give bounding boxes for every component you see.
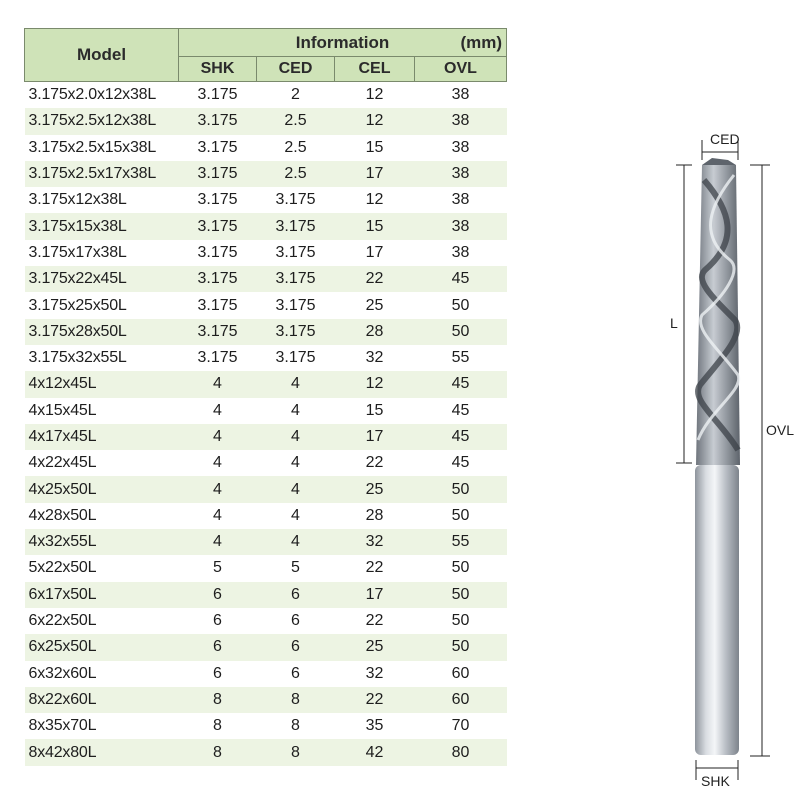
cell-cel: 17 bbox=[335, 240, 415, 266]
cell-cel: 22 bbox=[335, 608, 415, 634]
cell-ced: 3.175 bbox=[257, 345, 335, 371]
cell-shk: 4 bbox=[179, 371, 257, 397]
cell-ovl: 60 bbox=[415, 687, 507, 713]
cell-ced: 4 bbox=[257, 450, 335, 476]
cell-shk: 3.175 bbox=[179, 266, 257, 292]
cell-shk: 3.175 bbox=[179, 292, 257, 318]
cell-ced: 3.175 bbox=[257, 292, 335, 318]
cell-shk: 3.175 bbox=[179, 213, 257, 239]
cell-shk: 4 bbox=[179, 529, 257, 555]
table-row bbox=[25, 555, 507, 581]
cell-ced: 2.5 bbox=[257, 135, 335, 161]
cell-shk: 3.175 bbox=[179, 187, 257, 213]
cell-cel: 22 bbox=[335, 555, 415, 581]
cell-ovl: 38 bbox=[415, 161, 507, 187]
cell-model: 4x25x50L bbox=[25, 476, 179, 502]
cell-cel: 15 bbox=[335, 135, 415, 161]
table-row bbox=[25, 503, 507, 529]
cell-model: 3.175x12x38L bbox=[25, 187, 179, 213]
cell-cel: 35 bbox=[335, 713, 415, 739]
header-information bbox=[179, 29, 507, 57]
cell-cel: 22 bbox=[335, 266, 415, 292]
cell-shk: 8 bbox=[179, 739, 257, 765]
table-row bbox=[25, 319, 507, 345]
cell-shk: 4 bbox=[179, 503, 257, 529]
cell-ced: 6 bbox=[257, 634, 335, 660]
cell-cel: 25 bbox=[335, 476, 415, 502]
cell-ced: 4 bbox=[257, 476, 335, 502]
cell-shk: 4 bbox=[179, 424, 257, 450]
cell-ovl: 55 bbox=[415, 529, 507, 555]
cell-model: 6x22x50L bbox=[25, 608, 179, 634]
cell-ced: 3.175 bbox=[257, 266, 335, 292]
cell-ovl: 38 bbox=[415, 82, 507, 109]
cell-shk: 4 bbox=[179, 398, 257, 424]
cell-ovl: 50 bbox=[415, 476, 507, 502]
cell-ced: 4 bbox=[257, 529, 335, 555]
cell-shk: 8 bbox=[179, 713, 257, 739]
cell-ovl: 60 bbox=[415, 661, 507, 687]
table-row bbox=[25, 608, 507, 634]
table-row bbox=[25, 529, 507, 555]
cell-cel: 15 bbox=[335, 213, 415, 239]
cell-model: 4x12x45L bbox=[25, 371, 179, 397]
table-row bbox=[25, 161, 507, 187]
table-row bbox=[25, 661, 507, 687]
cell-ced: 2 bbox=[257, 82, 335, 109]
cell-ovl: 50 bbox=[415, 319, 507, 345]
cell-shk: 4 bbox=[179, 450, 257, 476]
cell-model: 3.175x15x38L bbox=[25, 213, 179, 239]
cell-shk: 6 bbox=[179, 634, 257, 660]
cell-shk: 4 bbox=[179, 476, 257, 502]
spec-table bbox=[24, 28, 507, 766]
table-row bbox=[25, 398, 507, 424]
cell-model: 3.175x2.0x12x38L bbox=[25, 82, 179, 109]
table-row bbox=[25, 634, 507, 660]
cell-ced: 3.175 bbox=[257, 213, 335, 239]
cell-ovl: 50 bbox=[415, 608, 507, 634]
cell-cel: 17 bbox=[335, 424, 415, 450]
cell-shk: 3.175 bbox=[179, 108, 257, 134]
table-row bbox=[25, 135, 507, 161]
table-row bbox=[25, 713, 507, 739]
table-row bbox=[25, 424, 507, 450]
cell-ovl: 38 bbox=[415, 108, 507, 134]
table-row bbox=[25, 450, 507, 476]
cell-ced: 8 bbox=[257, 687, 335, 713]
cell-ovl: 38 bbox=[415, 240, 507, 266]
cell-cel: 12 bbox=[335, 82, 415, 109]
table-row bbox=[25, 476, 507, 502]
cell-model: 3.175x2.5x17x38L bbox=[25, 161, 179, 187]
cell-shk: 3.175 bbox=[179, 319, 257, 345]
cell-ovl: 45 bbox=[415, 450, 507, 476]
table-row bbox=[25, 292, 507, 318]
table-row bbox=[25, 687, 507, 713]
l-dimension-label: L bbox=[670, 315, 678, 331]
cell-model: 3.175x2.5x12x38L bbox=[25, 108, 179, 134]
ced-dimension-label: CED bbox=[710, 131, 740, 147]
shank-shape bbox=[695, 465, 739, 755]
cell-shk: 3.175 bbox=[179, 135, 257, 161]
cell-shk: 6 bbox=[179, 608, 257, 634]
cell-ovl: 80 bbox=[415, 739, 507, 765]
header-ced: CED bbox=[257, 56, 335, 81]
table-row bbox=[25, 187, 507, 213]
cell-cel: 25 bbox=[335, 634, 415, 660]
cell-shk: 3.175 bbox=[179, 82, 257, 109]
cell-shk: 5 bbox=[179, 555, 257, 581]
table-row bbox=[25, 582, 507, 608]
cell-cel: 32 bbox=[335, 529, 415, 555]
cell-ced: 3.175 bbox=[257, 240, 335, 266]
cell-model: 3.175x28x50L bbox=[25, 319, 179, 345]
cell-model: 4x15x45L bbox=[25, 398, 179, 424]
cell-cel: 28 bbox=[335, 319, 415, 345]
header-shk: SHK bbox=[179, 56, 257, 81]
cell-model: 4x28x50L bbox=[25, 503, 179, 529]
cell-ovl: 45 bbox=[415, 424, 507, 450]
cell-cel: 32 bbox=[335, 345, 415, 371]
shk-dimension-label: SHK bbox=[701, 773, 730, 789]
cell-cel: 17 bbox=[335, 582, 415, 608]
cell-cel: 28 bbox=[335, 503, 415, 529]
table-row bbox=[25, 371, 507, 397]
table-row bbox=[25, 739, 507, 765]
cell-model: 3.175x32x55L bbox=[25, 345, 179, 371]
cell-model: 6x25x50L bbox=[25, 634, 179, 660]
cell-ced: 2.5 bbox=[257, 108, 335, 134]
header-model: Model bbox=[25, 29, 179, 82]
cell-shk: 6 bbox=[179, 582, 257, 608]
cell-model: 4x17x45L bbox=[25, 424, 179, 450]
header-information-title: Information bbox=[295, 33, 390, 52]
cell-model: 6x17x50L bbox=[25, 582, 179, 608]
cell-model: 3.175x25x50L bbox=[25, 292, 179, 318]
cell-cel: 25 bbox=[335, 292, 415, 318]
cell-ovl: 50 bbox=[415, 634, 507, 660]
cell-ced: 5 bbox=[257, 555, 335, 581]
cell-ovl: 45 bbox=[415, 371, 507, 397]
cell-ced: 6 bbox=[257, 661, 335, 687]
cell-ced: 4 bbox=[257, 371, 335, 397]
cell-ced: 8 bbox=[257, 739, 335, 765]
cell-shk: 6 bbox=[179, 661, 257, 687]
cell-shk: 8 bbox=[179, 687, 257, 713]
cell-ovl: 50 bbox=[415, 582, 507, 608]
cell-cel: 22 bbox=[335, 450, 415, 476]
cell-model: 3.175x2.5x15x38L bbox=[25, 135, 179, 161]
cell-ovl: 50 bbox=[415, 503, 507, 529]
cell-model: 8x42x80L bbox=[25, 739, 179, 765]
cell-ovl: 45 bbox=[415, 266, 507, 292]
cell-ovl: 50 bbox=[415, 555, 507, 581]
cell-shk: 3.175 bbox=[179, 240, 257, 266]
cell-ced: 3.175 bbox=[257, 187, 335, 213]
cell-cel: 15 bbox=[335, 398, 415, 424]
cell-ovl: 45 bbox=[415, 398, 507, 424]
table-row bbox=[25, 108, 507, 134]
table-row bbox=[25, 82, 507, 109]
cell-ced: 2.5 bbox=[257, 161, 335, 187]
cell-ced: 8 bbox=[257, 713, 335, 739]
table-row bbox=[25, 345, 507, 371]
cell-ced: 3.175 bbox=[257, 319, 335, 345]
spec-table-body bbox=[25, 82, 507, 766]
cell-ovl: 55 bbox=[415, 345, 507, 371]
header-ovl: OVL bbox=[415, 56, 507, 81]
table-row bbox=[25, 240, 507, 266]
cell-model: 3.175x22x45L bbox=[25, 266, 179, 292]
cell-model: 4x22x45L bbox=[25, 450, 179, 476]
cell-shk: 3.175 bbox=[179, 161, 257, 187]
cell-ced: 4 bbox=[257, 398, 335, 424]
cell-ced: 6 bbox=[257, 608, 335, 634]
header-cel: CEL bbox=[335, 56, 415, 81]
cell-model: 5x22x50L bbox=[25, 555, 179, 581]
cell-model: 6x32x60L bbox=[25, 661, 179, 687]
cell-ovl: 50 bbox=[415, 292, 507, 318]
cell-cel: 42 bbox=[335, 739, 415, 765]
table-row bbox=[25, 213, 507, 239]
cell-model: 3.175x17x38L bbox=[25, 240, 179, 266]
ovl-dimension-label: OVL bbox=[766, 422, 795, 438]
cell-model: 8x35x70L bbox=[25, 713, 179, 739]
cell-ced: 4 bbox=[257, 424, 335, 450]
cell-ovl: 70 bbox=[415, 713, 507, 739]
cell-cel: 12 bbox=[335, 108, 415, 134]
end-mill-diagram bbox=[650, 120, 800, 800]
cell-model: 4x32x55L bbox=[25, 529, 179, 555]
cell-cel: 12 bbox=[335, 371, 415, 397]
cell-cel: 22 bbox=[335, 687, 415, 713]
cell-ovl: 38 bbox=[415, 135, 507, 161]
cell-ovl: 38 bbox=[415, 213, 507, 239]
cell-cel: 32 bbox=[335, 661, 415, 687]
cell-ovl: 38 bbox=[415, 187, 507, 213]
cell-shk: 3.175 bbox=[179, 345, 257, 371]
cell-ced: 6 bbox=[257, 582, 335, 608]
cell-ced: 4 bbox=[257, 503, 335, 529]
table-row bbox=[25, 266, 507, 292]
cell-model: 8x22x60L bbox=[25, 687, 179, 713]
cell-cel: 17 bbox=[335, 161, 415, 187]
cell-cel: 12 bbox=[335, 187, 415, 213]
header-unit: (mm) bbox=[460, 33, 502, 52]
